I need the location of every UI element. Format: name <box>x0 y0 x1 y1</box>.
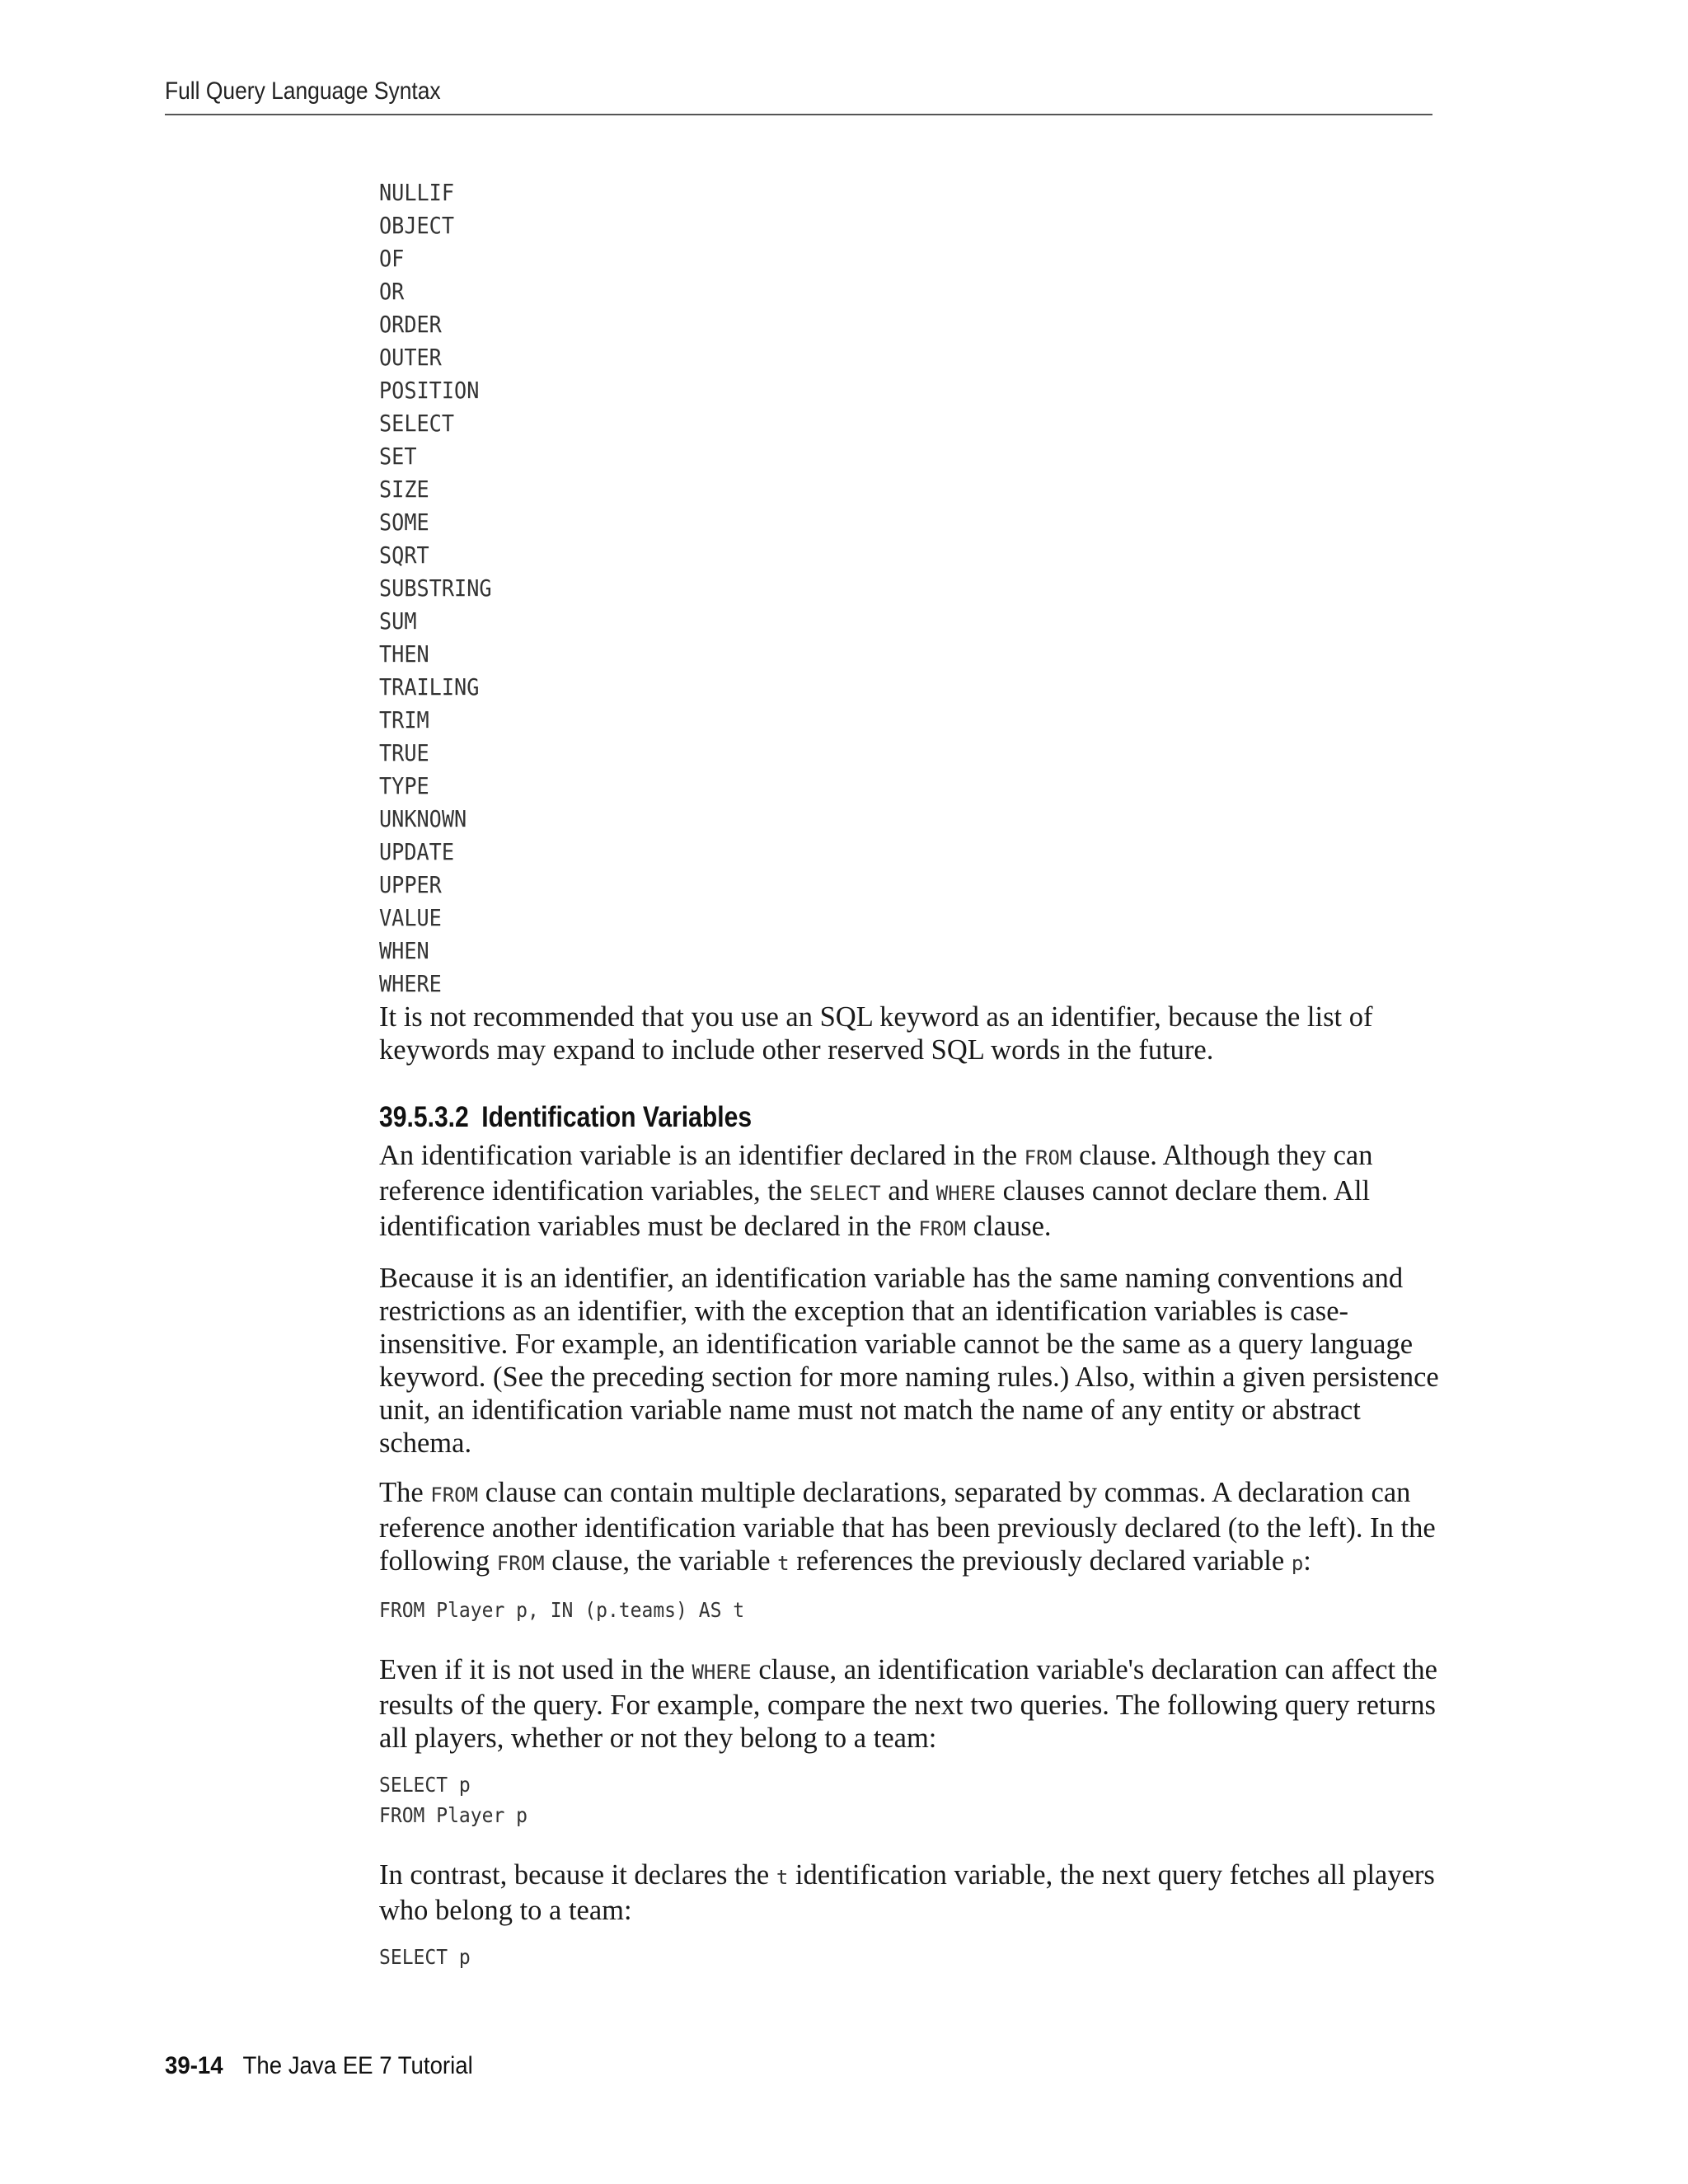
keyword-item: ORDER <box>379 311 442 338</box>
keyword-item: SUBSTRING <box>379 574 492 602</box>
keyword-item: OF <box>379 245 405 272</box>
paragraph-5 <box>379 1858 1442 1927</box>
code-example-3: SELECT p <box>379 1945 471 1969</box>
keyword-item: OR <box>379 278 405 305</box>
keyword-item: UPPER <box>379 871 442 898</box>
text-span: references the previously declared variable <box>789 1545 1292 1577</box>
inline-code: SELECT <box>809 1182 881 1205</box>
paragraph-3 <box>379 1476 1442 1580</box>
keyword-item: SUM <box>379 607 417 635</box>
page-footer <box>165 2052 473 2080</box>
text-span: and <box>880 1175 936 1207</box>
inline-code: t <box>776 1866 789 1889</box>
paragraph-2: Because it is an identifier, an identification variable has the same naming conventions and restrictions as an identifier, with the exception that an identification variables is case-insensitive. For example, an identification variable cannot be the same as a query language keyword. (See the preceding section for more naming rules.) Also, within a given persistence unit, an identification variable name must not match the name of any entity or abstract schema. <box>379 1263 1439 1459</box>
code-example-2: SELECT p FROM Player p <box>379 1773 528 1827</box>
keyword-item: WHEN <box>379 937 429 964</box>
text-span: clause, an identification variable's declaration can affect the results of the query. For example, compare the next two queries. The following query returns all players, whether or not they belong to a team: <box>379 1654 1437 1754</box>
inline-code: FROM <box>496 1552 545 1575</box>
text-span: The <box>379 1477 431 1508</box>
keyword-item: WHERE <box>379 970 442 997</box>
section-heading <box>379 1101 1293 1134</box>
keyword-item: SIZE <box>379 476 429 503</box>
inline-code: WHERE <box>692 1661 752 1684</box>
keyword-list <box>379 176 1336 1001</box>
running-header <box>165 74 1432 115</box>
text-span: clause can contain multiple declarations, separated by commas. A declaration can reference another identification variable that has been previously declared (to the left). In the following <box>379 1477 1436 1577</box>
section-title: Identification Variables <box>481 1101 753 1133</box>
keyword-item: UNKNOWN <box>379 805 467 832</box>
inline-code: t <box>777 1552 790 1575</box>
inline-code: p <box>1291 1552 1304 1575</box>
inline-code: FROM <box>918 1217 967 1240</box>
inline-code: FROM <box>1024 1146 1072 1169</box>
text-span: clause. <box>966 1211 1052 1242</box>
keyword-item: TRIM <box>379 706 429 733</box>
text-span: clause. Although they can reference identification variables, the <box>379 1140 1373 1207</box>
text-span: An identification variable is an identifier declared in the <box>379 1140 1025 1171</box>
keyword-item: THEN <box>379 640 429 668</box>
text-span: clauses cannot declare them. All identification variables must be declared in the <box>379 1175 1371 1242</box>
keyword-item: UPDATE <box>379 838 455 865</box>
page-number: 39-14 <box>165 2052 223 2079</box>
keyword-item: TRAILING <box>379 673 480 701</box>
inline-code: FROM <box>430 1483 479 1507</box>
keyword-item: POSITION <box>379 377 480 404</box>
keyword-item: SET <box>379 443 417 470</box>
running-header-title: Full Query Language Syntax <box>165 77 441 105</box>
code-example-1: FROM Player p, IN (p.teams) AS t <box>379 1598 745 1622</box>
inline-code: WHERE <box>935 1182 996 1205</box>
recommendation-paragraph: It is not recommended that you use an SQL keyword as an identifier, because the list of keywords may expand to include other reserved SQL words in the future. <box>379 1001 1373 1066</box>
paragraph-1 <box>379 1139 1442 1245</box>
text-span: : <box>1303 1545 1311 1577</box>
text-span: clause, the variable <box>544 1545 778 1577</box>
paragraph-4 <box>379 1653 1442 1755</box>
keyword-item: SOME <box>379 509 429 536</box>
keyword-item: SELECT <box>379 410 455 437</box>
section-number: 39.5.3.2 <box>379 1101 469 1133</box>
text-span: In contrast, because it declares the <box>379 1859 776 1891</box>
keyword-item: VALUE <box>379 904 442 931</box>
page-content <box>379 176 1442 1972</box>
keyword-item: OBJECT <box>379 212 455 239</box>
keyword-item: OUTER <box>379 344 442 371</box>
book-title: The Java EE 7 Tutorial <box>242 2052 473 2079</box>
text-span: Even if it is not used in the <box>379 1654 692 1685</box>
keyword-item: TYPE <box>379 772 429 799</box>
keyword-item: NULLIF <box>379 179 455 206</box>
keyword-item: SQRT <box>379 541 429 569</box>
keyword-item: TRUE <box>379 739 429 766</box>
text-span: identification variable, the next query fetches all players who belong to a team: <box>379 1859 1435 1926</box>
